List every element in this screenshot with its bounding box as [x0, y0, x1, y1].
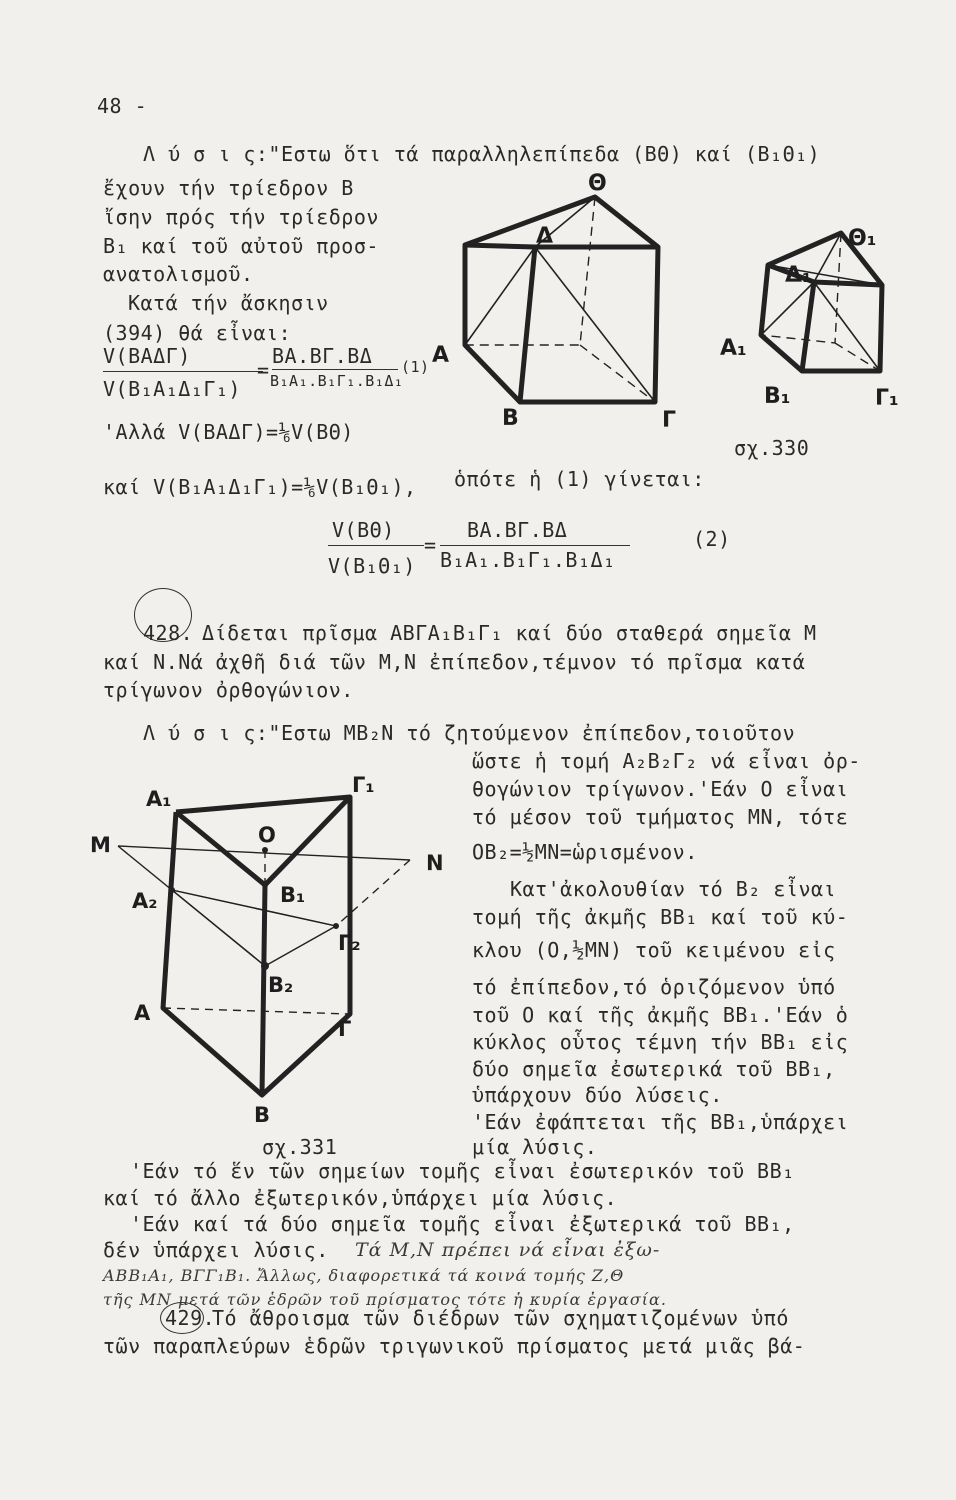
handwritten-note: Τά Μ,Ν πρέπει νά εἶναι ἐξω-: [355, 1239, 661, 1261]
text-line: μία λύσις.: [472, 1135, 598, 1159]
problem-429-number: 429.: [165, 1306, 216, 1330]
handwritten-note: ΑΒΒ₁Α₁, ΒΓΓ₁Β₁. Ἄλλως, διαφορετικά τά κοινά τομής Ζ,Θ: [103, 1266, 625, 1285]
label-g: Γ: [338, 1017, 352, 1041]
figure-330-caption: σχ.330: [734, 436, 810, 460]
eq2-rhs-bar: [440, 545, 630, 546]
page-number: 48 -: [97, 94, 148, 118]
label-a1: Α₁: [720, 336, 747, 361]
text-line: ὥστε ἡ τομή Α₂Β₂Γ₂ νά εἶναι ὀρ-: [472, 749, 861, 773]
label-theta: Θ: [588, 171, 607, 196]
problem-429-text: Τό ἄθροισμα τῶν διέδρων τῶν σχηματιζομένων ὑπό: [212, 1306, 789, 1330]
eq2-rhs-numerator: ΒΑ.ΒΓ.ΒΔ: [467, 518, 568, 542]
eq1-tag: (1): [401, 358, 430, 376]
text-line: (394) θά εἶναι:: [103, 321, 292, 345]
label-b2: Β₂: [268, 973, 294, 997]
eq1-denominator: V(Β₁Α₁Δ₁Γ₁): [103, 377, 241, 401]
label-b1: Β₁: [764, 384, 791, 409]
figure-331-edge-fix: [88, 770, 468, 1130]
eq2-fraction-bar: [328, 545, 424, 546]
label-delta1: Δ₁: [785, 263, 812, 288]
label-g1: Γ₁: [352, 773, 375, 797]
text-line: κύκλος οὗτος τέμνη τήν ΒΒ₁ εἰς: [472, 1030, 849, 1054]
text-line: 'Αλλά V(ΒΑΔΓ)=⅙V(ΒΘ): [103, 420, 354, 444]
eq2-equals: =: [424, 533, 437, 557]
eq1-rhs-numerator: ΒΑ.ΒΓ.ΒΔ: [272, 344, 373, 368]
problem-428-text: Δίδεται πρῖσμα ΑΒΓΑ₁Β₁Γ₁ καί δύο σταθερά σημεῖα Μ: [202, 621, 817, 645]
text-line: ὁπότε ἡ (1) γίνεται:: [454, 467, 705, 491]
text-line: 'Εάν τό ἕν τῶν σημείων τομῆς εἶναι ἐσωτερικόν τοῦ ΒΒ₁: [130, 1159, 795, 1183]
text-line: Λ ύ σ ι ς:"Εστω ΜΒ₂Ν τό ζητούμενον ἐπίπεδον,τοιοῦτον: [143, 721, 796, 745]
label-g2: Γ₂: [338, 931, 361, 955]
label-theta1: Θ₁: [848, 226, 877, 251]
text-line: κλου (Ο,½ΜΝ) τοῦ κειμένου εἰς: [472, 938, 836, 962]
text-line: ΟΒ₂=½ΜΝ=ὡρισμένον.: [472, 840, 698, 864]
problem-429-text: τῶν παραπλεύρων ἑδρῶν τριγωνικοῦ πρίσματος μετά μιᾶς βά-: [103, 1334, 806, 1358]
text-line: Λ ύ σ ι ς:"Εστω ὅτι τά παραλληλεπίπεδα (ΒΘ) καί (Β₁Θ₁): [143, 142, 821, 166]
text-line: Κατ'ἀκολουθίαν τό Β₂ εἶναι: [510, 877, 837, 901]
text-line: ἴσην πρός τήν τρίεδρον: [103, 205, 379, 229]
label-g: Γ: [662, 408, 677, 433]
text-line: τό μέσον τοῦ τμήματος ΜΝ, τότε: [472, 805, 849, 829]
eq2-denominator: V(Β₁Θ₁): [328, 554, 416, 578]
eq1-equals: =: [257, 358, 270, 382]
label-b: Β: [502, 406, 519, 431]
label-b1: Β₁: [280, 883, 306, 907]
text-line: 'Εάν ἐφάπτεται τῆς ΒΒ₁,ὑπάρχει: [472, 1110, 849, 1134]
text-line: θογώνιον τρίγωνον.'Εάν Ο εἶναι: [472, 777, 849, 801]
text-line: τοῦ Ο καί τῆς ἀκμῆς ΒΒ₁.'Εάν ὁ: [472, 1003, 849, 1027]
figure-331-caption: σχ.331: [262, 1135, 338, 1159]
label-m: Μ: [90, 833, 111, 857]
eq1-fraction-bar: [103, 371, 263, 372]
label-delta: Δ: [536, 224, 554, 249]
text-line: καί V(Β₁Α₁Δ₁Γ₁)=⅙V(Β₁Θ₁),: [103, 475, 417, 499]
text-line: δύο σημεῖα ἐσωτερικά τοῦ ΒΒ₁,: [472, 1057, 836, 1081]
label-b: Β: [254, 1103, 271, 1127]
text-line: δέν ὑπάρχει λύσις.: [103, 1238, 329, 1262]
text-line: τό ἐπίπεδον,τό ὁριζόμενον ὑπό: [472, 975, 836, 999]
label-n: Ν: [426, 851, 444, 875]
text-line: Β₁ καί τοῦ αὐτοῦ προσ-: [103, 234, 379, 258]
eq2-numerator: V(ΒΘ): [332, 518, 395, 542]
text-line: 'Εάν καί τά δύο σημεῖα τομῆς εἶναι ἐξωτερικά τοῦ ΒΒ₁,: [130, 1212, 795, 1236]
eq2-rhs-denominator: Β₁Α₁.Β₁Γ₁.Β₁Δ₁: [440, 548, 616, 572]
problem-428-number: 428.: [143, 621, 194, 645]
eq2-tag: (2): [693, 527, 731, 551]
eq1-rhs-denominator: Β₁Α₁.Β₁Γ₁.Β₁Δ₁: [270, 372, 404, 390]
problem-428-text: τρίγωνον ὀρθογώνιον.: [103, 678, 354, 702]
label-a2: Α₂: [132, 889, 158, 913]
eq1-numerator: V(ΒΑΔΓ): [103, 344, 191, 368]
text-line: καί τό ἄλλο ἐξωτερικόν,ὑπάρχει μία λύσις.: [103, 1186, 618, 1210]
text-line: Κατά τήν ἄσκησιν: [128, 291, 329, 315]
label-g1: Γ₁: [875, 386, 899, 411]
label-o: Ο: [258, 823, 276, 847]
problem-428-text: καί Ν.Νά ἀχθῆ διά τῶν Μ,Ν ἐπίπεδον,τέμνον τό πρῖσμα κατά: [103, 650, 806, 674]
figure-330: [420, 165, 920, 455]
label-a: Α: [134, 1001, 151, 1025]
text-line: ὑπάρχουν δύο λύσεις.: [472, 1083, 723, 1107]
text-line: τομή τῆς ἀκμῆς ΒΒ₁ καί τοῦ κύ-: [472, 905, 849, 929]
text-line: ἔχουν τήν τρίεδρον Β: [103, 176, 354, 200]
label-a: Α: [432, 343, 450, 368]
label-a1: Α₁: [146, 787, 172, 811]
handwritten-note: τῆς ΜΝ μετά τῶν ἑδρῶν τοῦ πρίσματος τότε ἡ κυρία ἐργασία.: [103, 1290, 667, 1309]
text-line: ανατολισμοῦ.: [103, 262, 254, 286]
